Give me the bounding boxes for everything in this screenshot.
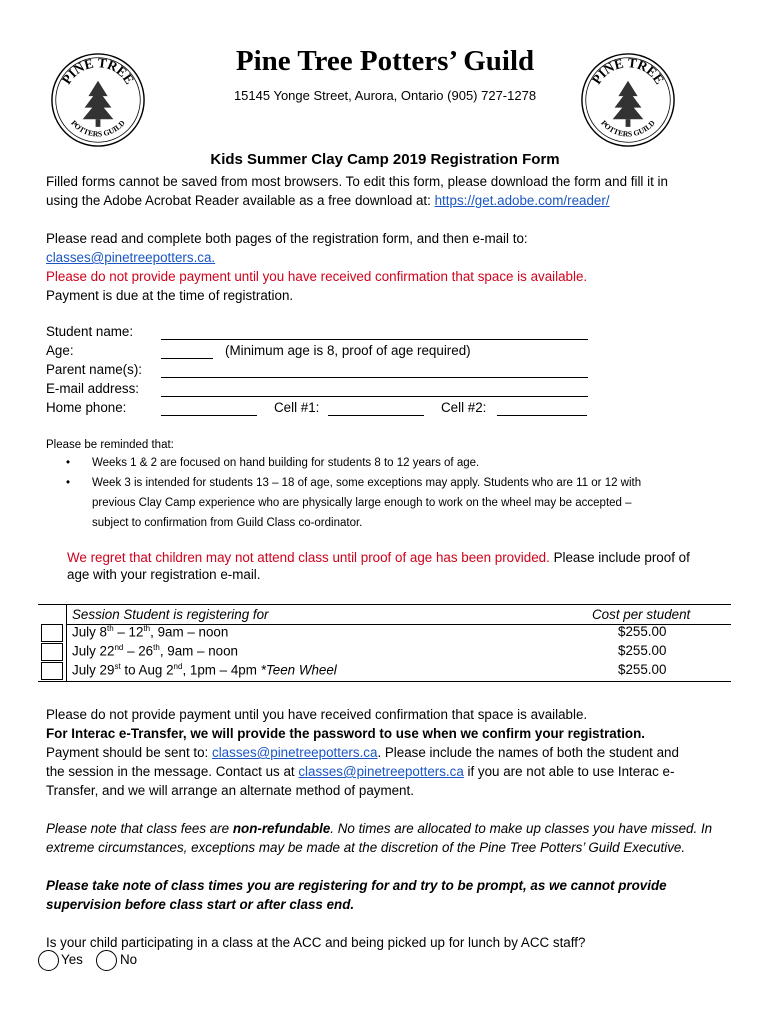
fees-note-line-1 <box>46 819 736 838</box>
age-field[interactable] <box>161 358 213 359</box>
bullet-glyph: • <box>66 457 71 469</box>
intro-prefix: using the Adobe Acrobat Reader available as a free download at: <box>46 193 435 208</box>
age-label: Age: <box>46 343 74 358</box>
instructions-line: Please read and complete both pages of the registration form, and then e-mail to: <box>46 231 528 246</box>
header-session: Session Student is registering for <box>72 607 269 622</box>
classes-email-link[interactable]: classes@pinetreepotters.ca <box>212 745 378 760</box>
instructions-email <box>46 248 736 267</box>
proof-red-text: We regret that children may not attend class until proof of age has been provided. <box>67 550 550 565</box>
fees-prefix: Please note that class fees are <box>46 821 233 836</box>
session-end: – 26 <box>123 643 154 659</box>
acc-question: Is your child participating in a class at the ACC and being picked up for lunch by ACC staff? <box>46 935 586 950</box>
session-cost-1: $255.00 <box>618 624 667 639</box>
bullet-text: Weeks 1 & 2 are focused on hand building for students 8 to 12 years of age. <box>92 457 480 469</box>
student-name-field[interactable] <box>161 339 588 340</box>
payment-line-4 <box>46 762 736 781</box>
home-phone-field[interactable] <box>161 415 257 416</box>
ordinal-suffix: st <box>114 662 121 671</box>
bullet-text-line-2: previous Clay Camp experience who are physically large enough to work on the wheel may be accepted – <box>92 497 632 509</box>
payment-line-1: Please do not provide payment until you have received confirmation that space is available. <box>46 707 588 722</box>
intro-line-1: Filled forms cannot be saved from most browsers. To edit this form, please download the form and fill it in <box>46 174 668 189</box>
classes-email-link[interactable]: classes@pinetreepotters.ca <box>298 764 464 779</box>
logo-bottom-text: POTTERS GUILD <box>69 118 127 139</box>
acc-yes-label: Yes <box>61 952 83 967</box>
email-label: E-mail address: <box>46 381 140 396</box>
session-checkbox-3[interactable] <box>41 662 63 680</box>
payment-warning: Please do not provide payment until you have received confirmation that space is available. <box>46 269 588 284</box>
non-refundable-text: non-refundable <box>232 821 331 836</box>
student-name-label: Student name: <box>46 324 134 339</box>
payment-line-2: For Interac e-Transfer, we will provide the password to use when we confirm your registration. <box>46 726 645 741</box>
teen-wheel-note: *Teen Wheel <box>260 662 337 678</box>
bullet-text-line-1: Week 3 is intended for students 13 – 18 of age, some exceptions may apply. Students who are 11 or 12 with <box>92 477 642 489</box>
fees-suffix: . No times are allocated to make up classes you have missed. In <box>330 821 713 836</box>
home-phone-label: Home phone: <box>46 400 127 415</box>
ordinal-suffix: th <box>153 643 160 652</box>
session-cost-2: $255.00 <box>618 643 667 658</box>
payment-prefix: Payment should be sent to: <box>46 745 212 760</box>
parent-names-label: Parent name(s): <box>46 362 143 377</box>
table-bottom-border <box>38 681 731 682</box>
intro-line-2 <box>46 191 736 210</box>
header-cost: Cost per student <box>592 607 691 622</box>
acc-no-radio[interactable] <box>96 950 117 971</box>
bullet-glyph: • <box>66 477 71 489</box>
session-start: July 8 <box>72 624 107 640</box>
session-row-1 <box>72 624 228 639</box>
form-title: Kids Summer Clay Camp 2019 Registration Form <box>210 151 560 168</box>
logo-top-text: PINE TREE <box>588 55 668 87</box>
payment-line-3 <box>46 743 736 762</box>
parent-names-field[interactable] <box>161 377 588 378</box>
logo-top-text: PINE TREE <box>58 55 138 87</box>
classes-email-link[interactable]: classes@pinetreepotters.ca. <box>46 250 216 265</box>
payment-suffix: . Please include the names of both the student and <box>377 745 679 760</box>
session-checkbox-2[interactable] <box>41 643 63 661</box>
proof-line-2: age with your registration e-mail. <box>67 567 261 582</box>
session-checkbox-1[interactable] <box>41 624 63 642</box>
adobe-reader-link[interactable]: https://get.adobe.com/reader/ <box>434 193 610 208</box>
proof-black-text: Please include proof of <box>549 550 690 565</box>
times-note-line-2: supervision before class start or after class end. <box>46 897 355 912</box>
proof-of-age-notice <box>67 548 747 567</box>
session-start: July 29 <box>72 662 115 678</box>
session-start: July 22 <box>72 643 115 659</box>
session-time: , 9am – noon <box>150 624 229 640</box>
fees-note-line-2: extreme circumstances, exceptions may be made at the discretion of the Pine Tree Potters’ Guild Executive. <box>46 840 686 855</box>
email-field[interactable] <box>161 396 588 397</box>
ordinal-suffix: th <box>106 624 114 633</box>
session-cost-3: $255.00 <box>618 662 667 677</box>
guild-address: 15145 Yonge Street, Aurora, Ontario (905) 727-1278 <box>233 88 537 103</box>
cell1-field[interactable] <box>328 415 424 416</box>
session-time: , 1pm – 4pm <box>182 662 261 678</box>
table-top-border <box>38 604 731 605</box>
times-note-line-1: Please take note of class times you are registering for and try to be prompt, as we cannot provide <box>46 878 667 893</box>
session-row-2 <box>72 643 238 658</box>
payment-suffix: if you are not able to use Interac e- <box>463 764 675 779</box>
page-title: Pine Tree Potters’ Guild <box>235 45 535 77</box>
payment-line-5: Transfer, and we will arrange an alternate method of payment. <box>46 783 414 798</box>
cell2-label: Cell #2: <box>441 400 487 415</box>
reminder-heading: Please be reminded that: <box>46 439 174 451</box>
bullet-text-line-3: subject to confirmation from Guild Class co-ordinator. <box>92 517 363 529</box>
ordinal-suffix: th <box>143 624 151 633</box>
session-end: to Aug 2 <box>120 662 174 678</box>
table-column-divider <box>66 604 67 682</box>
cell1-label: Cell #1: <box>274 400 320 415</box>
ordinal-suffix: nd <box>173 662 183 671</box>
payment-due: Payment is due at the time of registration. <box>46 288 294 303</box>
logo-bottom-text: POTTERS GUILD <box>599 118 657 139</box>
session-row-3 <box>72 662 337 677</box>
acc-yes-radio[interactable] <box>38 950 59 971</box>
session-time: , 9am – noon <box>159 643 238 659</box>
ordinal-suffix: nd <box>114 643 124 652</box>
payment-prefix: the session in the message. Contact us at <box>46 764 299 779</box>
cell2-field[interactable] <box>497 415 587 416</box>
session-end: – 12 <box>113 624 144 640</box>
age-note: (Minimum age is 8, proof of age required) <box>225 343 471 358</box>
acc-no-label: No <box>120 952 138 967</box>
